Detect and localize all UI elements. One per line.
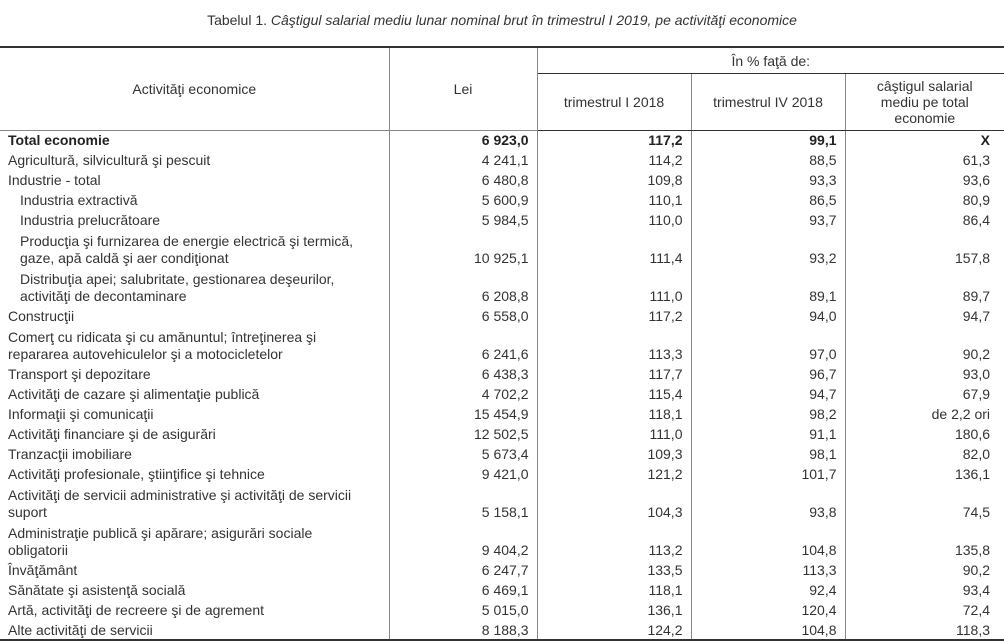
row-q1: 133,5: [537, 559, 691, 579]
row-q4: 88,5: [691, 149, 845, 169]
header-vs-total-line3: economie: [894, 110, 956, 126]
row-name-line2: obligatorii: [8, 542, 68, 558]
row-total: 86,4: [845, 209, 1004, 229]
row-total: 94,7: [845, 305, 1004, 325]
row-total: 93,4: [845, 579, 1004, 599]
row-lei: 6 208,8: [389, 267, 537, 305]
row-name: [0, 325, 389, 363]
row-q4: 93,7: [691, 209, 845, 229]
salary-table: [0, 46, 1004, 641]
row-lei: 9 421,0: [389, 463, 537, 483]
caption-prefix: Tabelul 1.: [207, 12, 267, 28]
header-vs-total: [845, 74, 1004, 131]
row-q4: 97,0: [691, 325, 845, 363]
row-q4: 93,3: [691, 169, 845, 189]
row-q1: 110,1: [537, 189, 691, 209]
row-q1: 136,1: [537, 599, 691, 619]
row-q1: 113,3: [537, 325, 691, 363]
row-lei: 4 241,1: [389, 149, 537, 169]
row-total: 72,4: [845, 599, 1004, 619]
table-row: [0, 403, 1004, 423]
row-total: 136,1: [845, 463, 1004, 483]
row-lei: 5 673,4: [389, 443, 537, 463]
row-q1: 117,2: [537, 305, 691, 325]
row-q1: 118,1: [537, 579, 691, 599]
row-name: [0, 267, 389, 305]
row-q1: 114,2: [537, 149, 691, 169]
row-lei: 5 015,0: [389, 599, 537, 619]
row-name-line2: repararea autovehiculelor şi a motocicletelor: [8, 346, 283, 362]
row-lei: 15 454,9: [389, 403, 537, 423]
table-row: [0, 325, 1004, 363]
row-total: 74,5: [845, 483, 1004, 521]
row-total: 89,7: [845, 267, 1004, 305]
row-q1: 118,1: [537, 403, 691, 423]
table-row: [0, 149, 1004, 169]
row-name: [0, 229, 389, 267]
row-q1: 113,2: [537, 521, 691, 559]
table-row: [0, 209, 1004, 229]
table-row: [0, 579, 1004, 599]
row-name: Activităţi financiare şi de asigurări: [0, 423, 389, 443]
table-row: [0, 599, 1004, 619]
table-row: [0, 229, 1004, 267]
row-total: 90,2: [845, 559, 1004, 579]
row-q1: 111,0: [537, 423, 691, 443]
row-q1: 104,3: [537, 483, 691, 521]
row-q4: 91,1: [691, 423, 845, 443]
row-q1: 117,2: [537, 131, 691, 150]
row-lei: 5 158,1: [389, 483, 537, 521]
row-q4: 94,0: [691, 305, 845, 325]
row-q1: 124,2: [537, 619, 691, 640]
row-name: [0, 483, 389, 521]
row-total: 118,3: [845, 619, 1004, 640]
header-vs-total-line1: câştigul salarial: [876, 78, 973, 94]
row-total: X: [845, 131, 1004, 150]
row-name: Tranzacţii imobiliare: [0, 443, 389, 463]
row-q4: 92,4: [691, 579, 845, 599]
row-q4: 96,7: [691, 363, 845, 383]
table-row: [0, 131, 1004, 150]
row-q1: 121,2: [537, 463, 691, 483]
row-total: 82,0: [845, 443, 1004, 463]
header-lei: Lei: [389, 47, 537, 131]
row-q4: 101,7: [691, 463, 845, 483]
row-q4: 93,8: [691, 483, 845, 521]
table-row: [0, 305, 1004, 325]
row-lei: 6 241,6: [389, 325, 537, 363]
header-q4-2018: trimestrul IV 2018: [691, 74, 845, 131]
row-lei: 6 247,7: [389, 559, 537, 579]
row-q4: 98,1: [691, 443, 845, 463]
table-caption: [0, 12, 1004, 28]
row-lei: 6 558,0: [389, 305, 537, 325]
row-total: 90,2: [845, 325, 1004, 363]
row-name-line1: Distribuţia apei; salubritate, gestionarea deşeurilor,: [20, 271, 335, 287]
row-q4: 120,4: [691, 599, 845, 619]
row-name: Construcţii: [0, 305, 389, 325]
row-name: Sănătate şi asistenţă socială: [0, 579, 389, 599]
row-total: 135,8: [845, 521, 1004, 559]
table-row: [0, 267, 1004, 305]
row-name-line2: gaze, apă caldă şi aer condiţionat: [20, 250, 229, 266]
row-q4: 86,5: [691, 189, 845, 209]
row-name: Transport şi depozitare: [0, 363, 389, 383]
row-lei: 12 502,5: [389, 423, 537, 443]
row-name-line1: Administraţie publică şi apărare; asigurări sociale: [8, 525, 313, 541]
row-lei: 6 480,8: [389, 169, 537, 189]
row-name: Agricultură, silvicultură şi pescuit: [0, 149, 389, 169]
row-total: 157,8: [845, 229, 1004, 267]
row-name: [0, 521, 389, 559]
row-lei: 9 404,2: [389, 521, 537, 559]
table-row: [0, 423, 1004, 443]
row-name: Industria prelucrătoare: [0, 209, 389, 229]
header-q1-2018: trimestrul I 2018: [537, 74, 691, 131]
table-row: [0, 363, 1004, 383]
row-name-line1: Producţia şi furnizarea de energie electrică şi termică,: [20, 233, 354, 249]
row-q1: 115,4: [537, 383, 691, 403]
row-name-line2: suport: [8, 504, 47, 520]
row-name: Învăţământ: [0, 559, 389, 579]
row-q4: 94,7: [691, 383, 845, 403]
row-name: Activităţi profesionale, ştiinţifice şi tehnice: [0, 463, 389, 483]
row-lei: 10 925,1: [389, 229, 537, 267]
row-lei: 5 600,9: [389, 189, 537, 209]
row-name: Informaţii şi comunicaţii: [0, 403, 389, 423]
row-name-line1: Comerţ cu ridicata şi cu amănuntul; întreţinerea şi: [8, 329, 317, 345]
row-q4: 98,2: [691, 403, 845, 423]
row-lei: 4 702,2: [389, 383, 537, 403]
row-name-line2: activităţi de decontaminare: [20, 288, 187, 304]
row-q4: 93,2: [691, 229, 845, 267]
header-activity: Activităţi economice: [0, 47, 389, 131]
row-q1: 109,3: [537, 443, 691, 463]
row-lei: 6 469,1: [389, 579, 537, 599]
table-row: [0, 483, 1004, 521]
row-q4: 89,1: [691, 267, 845, 305]
row-q1: 111,4: [537, 229, 691, 267]
table-row: [0, 619, 1004, 640]
row-q1: 110,0: [537, 209, 691, 229]
table-row: [0, 463, 1004, 483]
table-row: [0, 169, 1004, 189]
table-row: [0, 559, 1004, 579]
row-q1: 111,0: [537, 267, 691, 305]
row-name-line1: Activităţi de servicii administrative şi activităţi de servicii: [8, 487, 352, 503]
row-q4: 104,8: [691, 521, 845, 559]
table-row: [0, 383, 1004, 403]
row-total: 67,9: [845, 383, 1004, 403]
row-name: Artă, activităţi de recreere şi de agrement: [0, 599, 389, 619]
table-row: [0, 189, 1004, 209]
row-total: 180,6: [845, 423, 1004, 443]
row-q4: 113,3: [691, 559, 845, 579]
row-name: Activităţi de cazare şi alimentaţie publică: [0, 383, 389, 403]
row-lei: 5 984,5: [389, 209, 537, 229]
row-q1: 109,8: [537, 169, 691, 189]
row-q4: 99,1: [691, 131, 845, 150]
row-total: de 2,2 ori: [845, 403, 1004, 423]
header-percent-group: În % faţă de:: [537, 47, 1004, 74]
row-lei: 6 923,0: [389, 131, 537, 150]
row-total: 93,6: [845, 169, 1004, 189]
row-name: Industrie - total: [0, 169, 389, 189]
row-name: Total economie: [0, 131, 389, 150]
row-lei: 8 188,3: [389, 619, 537, 640]
row-name: Industria extractivă: [0, 189, 389, 209]
row-q4: 104,8: [691, 619, 845, 640]
row-total: 80,9: [845, 189, 1004, 209]
row-total: 93,0: [845, 363, 1004, 383]
header-vs-total-line2: mediu pe total: [880, 94, 969, 110]
row-total: 61,3: [845, 149, 1004, 169]
row-q1: 117,7: [537, 363, 691, 383]
row-name: Alte activităţi de servicii: [0, 619, 389, 640]
row-lei: 6 438,3: [389, 363, 537, 383]
caption-title: Câştigul salarial mediu lunar nominal brut în trimestrul I 2019, pe activităţi economice: [270, 12, 797, 28]
table-row: [0, 443, 1004, 463]
table-row: [0, 521, 1004, 559]
